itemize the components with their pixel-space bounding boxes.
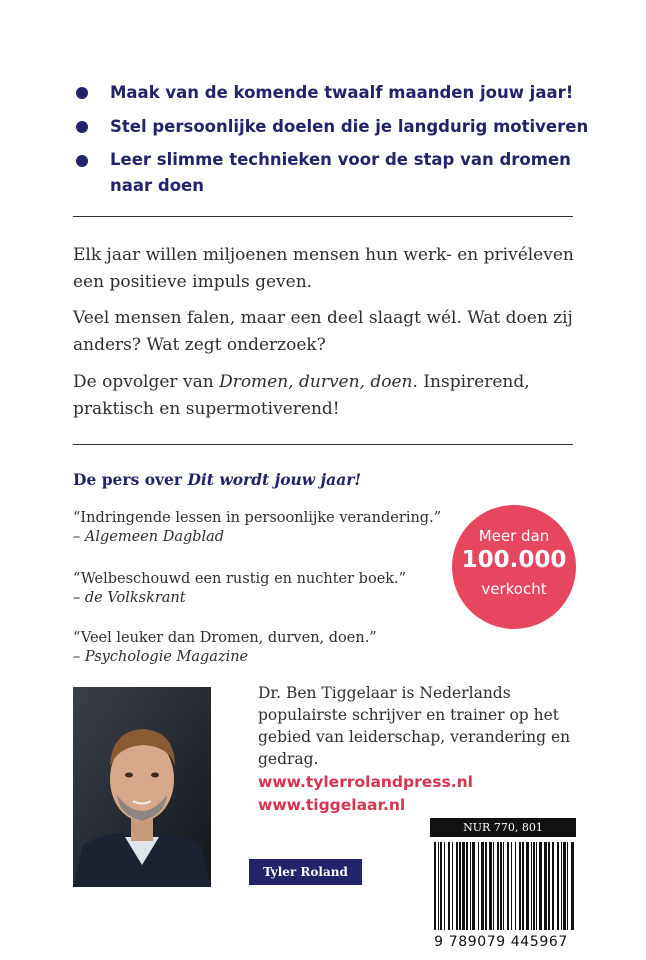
barcode-bar (489, 842, 492, 930)
nur-code: NUR 770, 801 (430, 818, 576, 837)
press-quote-1 (73, 509, 441, 547)
quote-source (73, 589, 406, 608)
press-quote-2 (73, 570, 406, 608)
barcode-bar (440, 842, 442, 930)
barcode-bar (485, 842, 487, 930)
quote-source-name: Algemeen Dagblad (84, 529, 225, 545)
barcode-bar (526, 842, 529, 930)
barcode-bar (531, 842, 532, 930)
barcode-bar (478, 842, 479, 930)
barcode-bar (434, 842, 436, 930)
press-quote-3 (73, 629, 377, 667)
barcode-bar (567, 842, 568, 930)
bullet-2: Stel persoonlijke doelen die je langdurig motiveren (110, 117, 589, 136)
sales-badge (452, 505, 576, 629)
link-tylerrolandpress[interactable]: www.tylerrolandpress.nl (258, 773, 473, 791)
barcode-bar (459, 842, 461, 930)
barcode-bar (539, 842, 542, 930)
intro-paragraph-1: Elk jaar willen miljoenen mensen hun werk- en privéleven een positieve impuls geven. (73, 245, 574, 292)
barcode-bar (493, 842, 494, 930)
quote-source (73, 528, 441, 547)
badge-line-1: Meer dan (478, 527, 550, 545)
barcode-bar (503, 842, 504, 930)
isbn-number: 9 789079 445967 (434, 934, 568, 950)
bullet-dot-icon (76, 155, 88, 167)
barcode-bar (511, 842, 512, 930)
link-tiggelaar[interactable]: www.tiggelaar.nl (258, 796, 406, 814)
intro-paragraph-2: Veel mensen falen, maar een deel slaagt wél. Wat doen zij anders? Wat zegt onderzoek? (73, 308, 573, 355)
barcode-bar (548, 842, 550, 930)
barcode-bar (561, 842, 562, 930)
divider-top (73, 216, 573, 217)
barcode-bar (557, 842, 559, 930)
badge-line-2: 100.000 (461, 547, 567, 573)
barcode-bar (466, 842, 468, 930)
barcode-bar (563, 842, 566, 930)
intro-paragraph-3 (73, 369, 578, 423)
quote-text: “Welbeschouwd een rustig en nuchter boek.” (73, 571, 407, 587)
bullet-dot-icon (76, 87, 88, 99)
barcode-bar (500, 842, 502, 930)
press-heading-prefix: De pers over (73, 470, 188, 489)
quote-text: “Veel leuker dan Dromen, durven, doen.” (73, 630, 377, 646)
bullet-dot-icon (76, 121, 88, 133)
barcode-bar (448, 842, 450, 930)
quote-source (73, 648, 377, 667)
quote-source-name: Psychologie Magazine (84, 649, 249, 665)
badge-line-3: verkocht (481, 580, 547, 598)
barcode-bar (456, 842, 458, 930)
quote-dash: – (73, 590, 85, 606)
barcode-bar (552, 842, 554, 930)
quote-source-name: de Volkskrant (84, 590, 186, 606)
intro-p3-prefix: De opvolger van (73, 372, 220, 392)
press-heading-title: Dit wordt jouw jaar! (187, 470, 362, 489)
barcode-bar (472, 842, 475, 930)
author-photo (73, 687, 211, 887)
quote-dash: – (73, 649, 85, 665)
barcode-bar (544, 842, 547, 930)
barcode-bar (519, 842, 521, 930)
barcode-bar (515, 842, 516, 930)
author-bio: Dr. Ben Tiggelaar is Nederlands populairste schrijver en trainer op het gebied van leiderschap, verandering en gedrag. (258, 684, 571, 768)
divider-bottom (73, 444, 573, 445)
bullet-1: Maak van de komende twaalf maanden jouw jaar! (110, 83, 574, 102)
publisher-logo: Tyler Roland Press (249, 859, 362, 885)
barcode-bar (462, 842, 465, 930)
barcode-bar (438, 842, 439, 930)
barcode-bar (470, 842, 471, 930)
barcode-bar (571, 842, 574, 930)
press-heading (73, 470, 361, 489)
quote-text: “Indringende lessen in persoonlijke verandering.” (73, 510, 442, 526)
barcode-bar (536, 842, 537, 930)
barcode-bar (452, 842, 453, 930)
barcode-bar (444, 842, 445, 930)
barcode-bar (533, 842, 535, 930)
intro-p3-suffix: . Inspirerend, praktisch en supermotiverend! (73, 372, 530, 419)
barcode-bars-icon (430, 840, 576, 932)
isbn-barcode (430, 840, 576, 932)
quote-dash: – (73, 529, 85, 545)
barcode-bar (497, 842, 499, 930)
bullet-3: Leer slimme technieken voor de stap van dromen naar doen (110, 150, 571, 195)
barcode-bar (507, 842, 509, 930)
portrait-illustration (73, 687, 211, 887)
barcode-bar (522, 842, 524, 930)
intro-p3-title: Dromen, durven, doen (219, 372, 413, 392)
barcode-bar (481, 842, 484, 930)
